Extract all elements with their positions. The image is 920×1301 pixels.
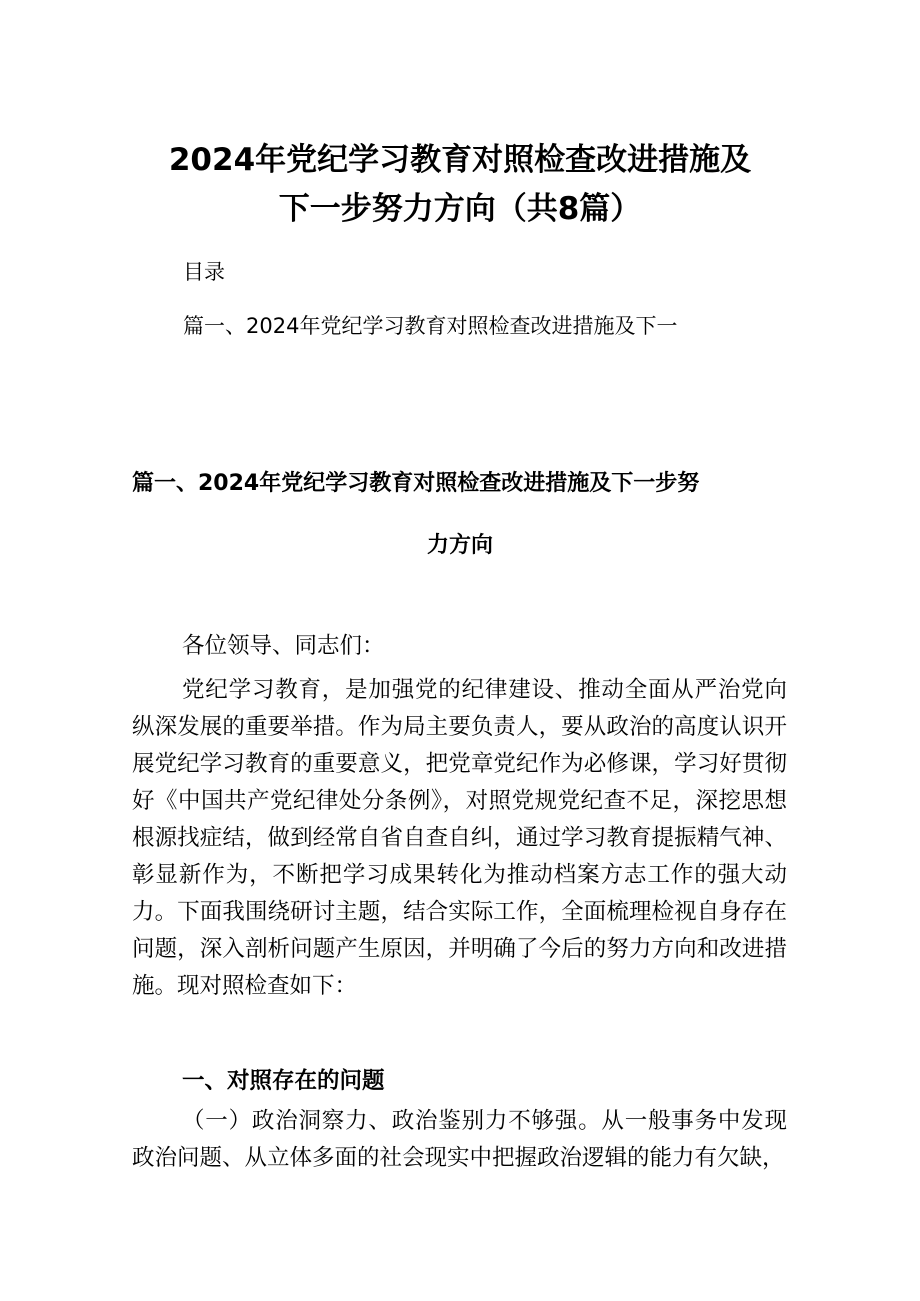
toc-item[interactable]: 篇一、2024年党纪学习教育对照检查改进措施及下一 xyxy=(183,314,678,338)
paragraph-problem-1: （一）政治洞察力、政治鉴别力不够强。从一般事务中发现政治问题、从立体多面的社会现实中把握政治逻辑的能力有欠缺， xyxy=(132,1108,787,1171)
paragraph-intro: 党纪学习教育，是加强党的纪律建设、推动全面从严治党向纵深发展的重要举措。作为局主要负责人，要从政治的高度认识开展党纪学习教育的重要意义，把党章党纪作为必修课，学习好贯彻好《中国共产党纪律处分条例》，对照党规党纪查不足，深挖思想根源找症结，做到经常自省自查自纠，通过学习教育提振精气神、彰显新作为，不断把学习成果转化为推动档案方志工作的强大动力。下面我围绕研讨主题，结合实际工作，全面梳理检视自身存在问题，深入剖析问题产生原因，并明确了今后的努力方向和改进措施。现对照检查如下： xyxy=(132,677,787,999)
salutation: 各位领导、同志们： xyxy=(182,633,385,659)
toc-heading: 目录 xyxy=(183,260,225,284)
section-title-line-2: 力方向 xyxy=(426,533,493,558)
section-title-line-1: 篇一、2024年党纪学习教育对照检查改进措施及下一步努 xyxy=(132,471,700,496)
subheading-problems: 一、对照存在的问题 xyxy=(182,1068,385,1094)
document-title-line-2: 下一步努力方向（共8篇） xyxy=(278,191,642,227)
document-title-line-1: 2024年党纪学习教育对照检查改进措施及 xyxy=(168,142,752,178)
